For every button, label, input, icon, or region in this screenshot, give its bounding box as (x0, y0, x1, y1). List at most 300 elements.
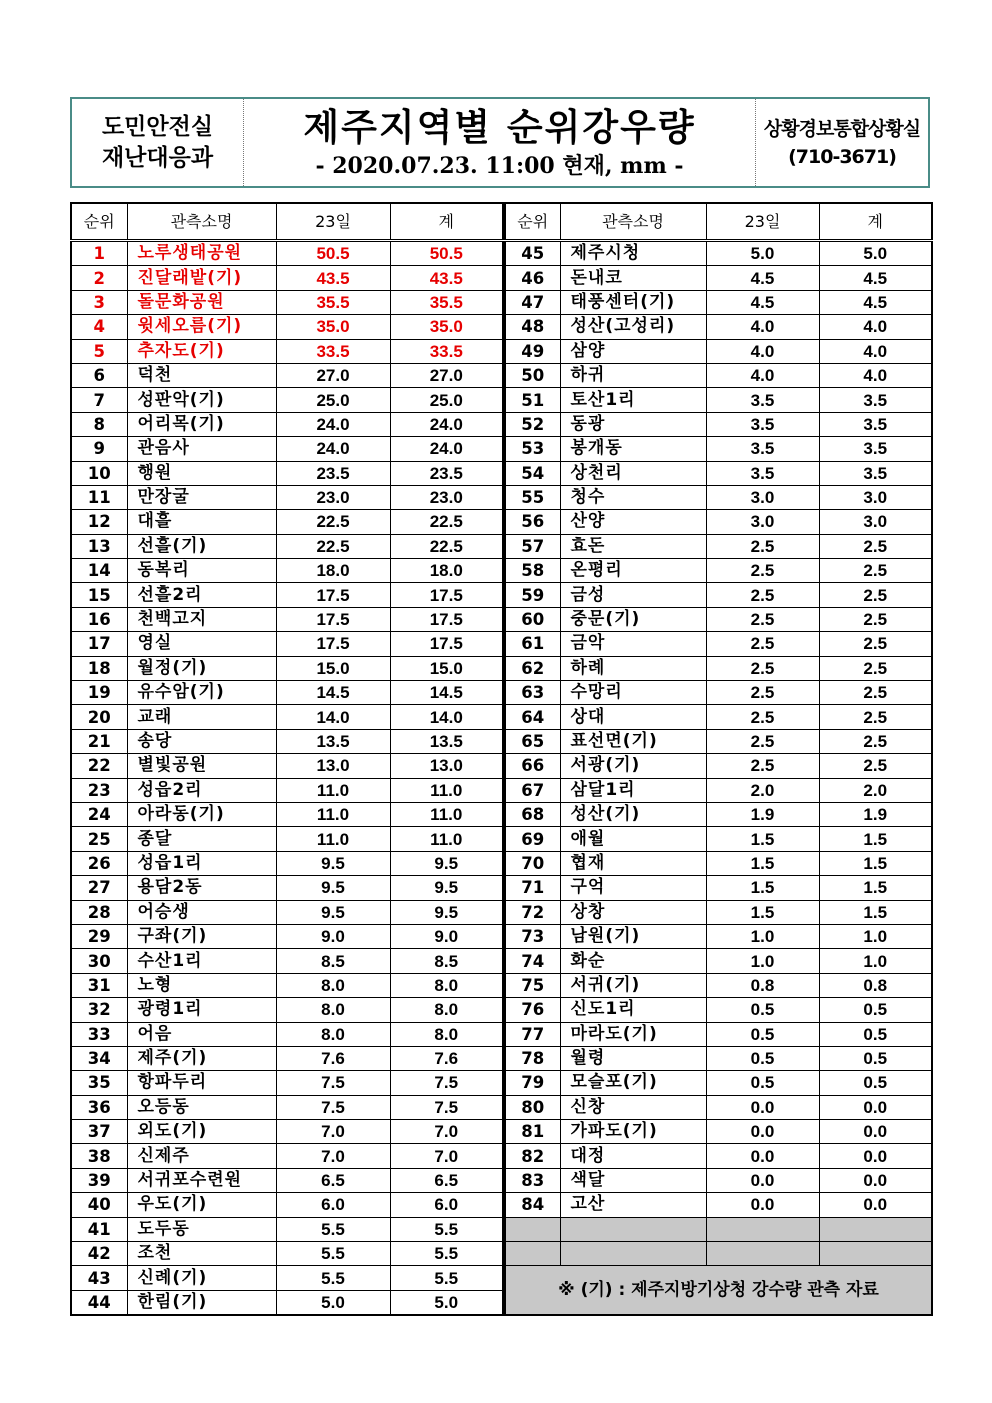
empty-row (505, 1217, 932, 1241)
total-rainfall-cell: 5.5 (390, 1266, 503, 1290)
rank-cell: 20 (71, 705, 127, 729)
rank-cell: 83 (505, 1168, 560, 1192)
table-row (505, 437, 932, 461)
total-rainfall-cell: 1.5 (819, 827, 932, 851)
day-rainfall-cell: 2.5 (706, 583, 819, 607)
rank-cell: 7 (71, 388, 127, 412)
day-rainfall-cell: 0.5 (706, 998, 819, 1022)
table-row (505, 632, 932, 656)
rank-cell: 82 (505, 1144, 560, 1168)
rank-cell: 30 (71, 949, 127, 973)
rank-cell: 49 (505, 339, 560, 363)
station-cell: 돈내코 (560, 266, 706, 290)
day-rainfall-cell: 7.0 (276, 1144, 390, 1168)
total-rainfall-cell: 8.0 (390, 1022, 503, 1046)
table-row (505, 656, 932, 680)
day-rainfall-cell: 5.5 (276, 1266, 390, 1290)
day-rainfall-cell: 15.0 (276, 656, 390, 680)
station-cell: 송당 (127, 729, 276, 753)
table-row (71, 363, 503, 387)
rank-cell: 80 (505, 1095, 560, 1119)
table-row (71, 437, 503, 461)
total-rainfall-cell: 5.5 (390, 1217, 503, 1241)
table-row (505, 924, 932, 948)
table-row (71, 510, 503, 534)
rank-cell: 9 (71, 437, 127, 461)
total-rainfall-cell: 9.5 (390, 876, 503, 900)
station-cell: 효돈 (560, 534, 706, 558)
rank-cell: 51 (505, 388, 560, 412)
rank-cell: 26 (71, 851, 127, 875)
total-rainfall-cell: 22.5 (390, 534, 503, 558)
day-rainfall-cell: 11.0 (276, 827, 390, 851)
rank-cell: 78 (505, 1046, 560, 1070)
rank-cell: 34 (71, 1046, 127, 1070)
day-rainfall-cell: 8.0 (276, 998, 390, 1022)
day-rainfall-cell: 5.5 (276, 1242, 390, 1266)
station-cell: 종달 (127, 827, 276, 851)
rank-cell: 21 (71, 729, 127, 753)
day-rainfall-cell: 0.8 (706, 973, 819, 997)
table-row (505, 705, 932, 729)
rank-cell: 38 (71, 1144, 127, 1168)
total-rainfall-cell: 23.0 (390, 485, 503, 509)
day-rainfall-cell: 9.5 (276, 851, 390, 875)
total-rainfall-cell: 17.5 (390, 632, 503, 656)
day-rainfall-cell: 3.0 (706, 510, 819, 534)
rank-cell: 3 (71, 290, 127, 314)
day-rainfall-cell: 2.5 (706, 656, 819, 680)
total-rainfall-cell: 8.0 (390, 973, 503, 997)
station-cell: 우도(기) (127, 1193, 276, 1217)
table-row (505, 681, 932, 705)
total-rainfall-cell: 9.5 (390, 851, 503, 875)
day-rainfall-cell: 17.5 (276, 607, 390, 631)
day-rainfall-cell: 9.5 (276, 876, 390, 900)
table-row (505, 973, 932, 997)
table-row (71, 339, 503, 363)
station-cell: 성읍2리 (127, 778, 276, 802)
day-rainfall-cell: 43.5 (276, 266, 390, 290)
station-cell: 토산1리 (560, 388, 706, 412)
total-rainfall-cell: 4.5 (819, 290, 932, 314)
day-rainfall-cell: 35.0 (276, 315, 390, 339)
station-cell: 월령 (560, 1046, 706, 1070)
station-cell: 아라동(기) (127, 802, 276, 826)
table-row (71, 681, 503, 705)
page-title: 제주지역별 순위강우량 (303, 105, 696, 149)
table-row (505, 949, 932, 973)
day-rainfall-cell: 13.0 (276, 754, 390, 778)
station-cell: 노형 (127, 973, 276, 997)
station-cell: 가파도(기) (560, 1120, 706, 1144)
table-row (71, 1095, 503, 1119)
day-rainfall-cell: 50.5 (276, 241, 390, 266)
rank-cell: 59 (505, 583, 560, 607)
table-row (71, 388, 503, 412)
total-rainfall-cell: 15.0 (390, 656, 503, 680)
station-cell: 협재 (560, 851, 706, 875)
total-rainfall-cell: 4.5 (819, 266, 932, 290)
total-rainfall-cell: 2.5 (819, 681, 932, 705)
table-row (505, 339, 932, 363)
department-block (72, 99, 244, 186)
station-cell: 온평리 (560, 559, 706, 583)
day-rainfall-cell: 8.0 (276, 973, 390, 997)
day-rainfall-cell: 8.0 (276, 1022, 390, 1046)
total-rainfall-cell: 35.5 (390, 290, 503, 314)
station-cell: 선흘2리 (127, 583, 276, 607)
day-rainfall-cell: 18.0 (276, 559, 390, 583)
table-row (71, 705, 503, 729)
station-cell: 태풍센터(기) (560, 290, 706, 314)
office-block (756, 99, 928, 186)
rank-cell: 70 (505, 851, 560, 875)
total-rainfall-cell: 11.0 (390, 778, 503, 802)
title-block (244, 99, 756, 186)
day-rainfall-cell: 9.5 (276, 900, 390, 924)
table-row (71, 632, 503, 656)
table-row (71, 241, 503, 266)
station-cell: 추자도(기) (127, 339, 276, 363)
report-header (70, 97, 930, 188)
table-row (505, 1144, 932, 1168)
station-cell: 마라도(기) (560, 1022, 706, 1046)
table-row (505, 1193, 932, 1217)
rainfall-table-right (504, 202, 933, 1316)
empty-cell (706, 1242, 819, 1266)
day-rainfall-cell: 0.5 (706, 1071, 819, 1095)
day-rainfall-cell: 2.5 (706, 632, 819, 656)
day-rainfall-cell: 7.6 (276, 1046, 390, 1070)
day-rainfall-cell: 3.5 (706, 461, 819, 485)
table-row (71, 1266, 503, 1290)
total-rainfall-cell: 23.5 (390, 461, 503, 485)
total-rainfall-cell: 0.0 (819, 1095, 932, 1119)
rank-cell: 24 (71, 802, 127, 826)
total-rainfall-cell: 1.5 (819, 851, 932, 875)
station-cell: 어음 (127, 1022, 276, 1046)
station-cell: 삼달1리 (560, 778, 706, 802)
total-rainfall-cell: 4.0 (819, 339, 932, 363)
total-rainfall-cell: 35.0 (390, 315, 503, 339)
table-row (505, 1046, 932, 1070)
rank-cell: 42 (71, 1242, 127, 1266)
rank-cell: 47 (505, 290, 560, 314)
table-row (71, 1217, 503, 1241)
station-cell: 화순 (560, 949, 706, 973)
total-rainfall-cell: 33.5 (390, 339, 503, 363)
total-rainfall-cell: 7.0 (390, 1144, 503, 1168)
column-header-total: 계 (390, 203, 503, 241)
day-rainfall-cell: 7.5 (276, 1095, 390, 1119)
station-cell: 삼양 (560, 339, 706, 363)
total-rainfall-cell: 6.5 (390, 1168, 503, 1192)
table-row (71, 485, 503, 509)
total-rainfall-cell: 2.5 (819, 583, 932, 607)
total-rainfall-cell: 1.9 (819, 802, 932, 826)
rank-cell: 65 (505, 729, 560, 753)
total-rainfall-cell: 1.0 (819, 924, 932, 948)
station-cell: 윗세오름(기) (127, 315, 276, 339)
day-rainfall-cell: 23.5 (276, 461, 390, 485)
station-cell: 제주시청 (560, 241, 706, 266)
day-rainfall-cell: 1.5 (706, 827, 819, 851)
day-rainfall-cell: 0.0 (706, 1095, 819, 1119)
table-row (71, 876, 503, 900)
station-cell: 진달래밭(기) (127, 266, 276, 290)
total-rainfall-cell: 4.0 (819, 315, 932, 339)
rank-cell: 18 (71, 656, 127, 680)
column-header-day: 23일 (706, 203, 819, 241)
table-row (71, 412, 503, 436)
day-rainfall-cell: 2.5 (706, 729, 819, 753)
total-rainfall-cell: 24.0 (390, 412, 503, 436)
total-rainfall-cell: 8.5 (390, 949, 503, 973)
total-rainfall-cell: 11.0 (390, 802, 503, 826)
day-rainfall-cell: 24.0 (276, 412, 390, 436)
rank-cell: 77 (505, 1022, 560, 1046)
station-cell: 천백고지 (127, 607, 276, 631)
rank-cell: 52 (505, 412, 560, 436)
day-rainfall-cell: 17.5 (276, 632, 390, 656)
station-cell: 대정 (560, 1144, 706, 1168)
total-rainfall-cell: 2.5 (819, 656, 932, 680)
station-cell: 만장굴 (127, 485, 276, 509)
station-cell: 구억 (560, 876, 706, 900)
station-cell: 색달 (560, 1168, 706, 1192)
rank-cell: 66 (505, 754, 560, 778)
table-row (505, 1168, 932, 1192)
rank-cell: 32 (71, 998, 127, 1022)
table-row (505, 559, 932, 583)
day-rainfall-cell: 27.0 (276, 363, 390, 387)
station-cell: 신제주 (127, 1144, 276, 1168)
rank-cell: 5 (71, 339, 127, 363)
total-rainfall-cell: 7.5 (390, 1095, 503, 1119)
rank-cell: 81 (505, 1120, 560, 1144)
empty-cell (505, 1217, 560, 1241)
office-phone: (710-3671) (788, 145, 896, 168)
station-cell: 어승생 (127, 900, 276, 924)
table-header-row (505, 203, 932, 241)
table-row (505, 1022, 932, 1046)
empty-cell (819, 1242, 932, 1266)
station-cell: 서귀(기) (560, 973, 706, 997)
rank-cell: 68 (505, 802, 560, 826)
total-rainfall-cell: 24.0 (390, 437, 503, 461)
total-rainfall-cell: 11.0 (390, 827, 503, 851)
station-cell: 서광(기) (560, 754, 706, 778)
rank-cell: 84 (505, 1193, 560, 1217)
rank-cell: 44 (71, 1290, 127, 1315)
column-header-rank: 순위 (71, 203, 127, 241)
rank-cell: 57 (505, 534, 560, 558)
day-rainfall-cell: 1.0 (706, 949, 819, 973)
table-row (71, 1193, 503, 1217)
table-row (505, 607, 932, 631)
table-row (505, 461, 932, 485)
total-rainfall-cell: 43.5 (390, 266, 503, 290)
day-rainfall-cell: 6.0 (276, 1193, 390, 1217)
table-row (505, 241, 932, 266)
station-cell: 노루생태공원 (127, 241, 276, 266)
day-rainfall-cell: 2.5 (706, 559, 819, 583)
station-cell: 표선면(기) (560, 729, 706, 753)
total-rainfall-cell: 5.0 (390, 1290, 503, 1315)
day-rainfall-cell: 4.0 (706, 315, 819, 339)
total-rainfall-cell: 13.0 (390, 754, 503, 778)
table-row (71, 290, 503, 314)
table-row (71, 754, 503, 778)
rank-cell: 40 (71, 1193, 127, 1217)
table-row (505, 388, 932, 412)
station-cell: 신창 (560, 1095, 706, 1119)
total-rainfall-cell: 3.0 (819, 510, 932, 534)
total-rainfall-cell: 8.0 (390, 998, 503, 1022)
rank-cell: 27 (71, 876, 127, 900)
rank-cell: 58 (505, 559, 560, 583)
table-row (71, 534, 503, 558)
total-rainfall-cell: 2.5 (819, 754, 932, 778)
table-row (505, 534, 932, 558)
rank-cell: 4 (71, 315, 127, 339)
table-row (505, 510, 932, 534)
empty-cell (706, 1217, 819, 1241)
table-row (71, 973, 503, 997)
rank-cell: 37 (71, 1120, 127, 1144)
day-rainfall-cell: 0.0 (706, 1193, 819, 1217)
total-rainfall-cell: 17.5 (390, 607, 503, 631)
rank-cell: 16 (71, 607, 127, 631)
table-header-row (71, 203, 503, 241)
day-rainfall-cell: 22.5 (276, 510, 390, 534)
day-rainfall-cell: 1.5 (706, 876, 819, 900)
day-rainfall-cell: 5.5 (276, 1217, 390, 1241)
table-row (71, 1242, 503, 1266)
total-rainfall-cell: 7.5 (390, 1071, 503, 1095)
rank-cell: 10 (71, 461, 127, 485)
total-rainfall-cell: 5.5 (390, 1242, 503, 1266)
station-cell: 수산1리 (127, 949, 276, 973)
table-row (505, 900, 932, 924)
column-header-station: 관측소명 (560, 203, 706, 241)
total-rainfall-cell: 0.5 (819, 1022, 932, 1046)
rank-cell: 6 (71, 363, 127, 387)
station-cell: 봉개동 (560, 437, 706, 461)
table-row (505, 1071, 932, 1095)
total-rainfall-cell: 6.0 (390, 1193, 503, 1217)
table-row (505, 266, 932, 290)
empty-cell (819, 1217, 932, 1241)
rank-cell: 69 (505, 827, 560, 851)
rank-cell: 46 (505, 266, 560, 290)
day-rainfall-cell: 4.0 (706, 363, 819, 387)
day-rainfall-cell: 4.5 (706, 266, 819, 290)
total-rainfall-cell: 3.5 (819, 461, 932, 485)
column-header-day: 23일 (276, 203, 390, 241)
table-row (71, 802, 503, 826)
day-rainfall-cell: 3.0 (706, 485, 819, 509)
table-row (71, 266, 503, 290)
station-cell: 성판악(기) (127, 388, 276, 412)
station-cell: 하귀 (560, 363, 706, 387)
station-cell: 광령1리 (127, 998, 276, 1022)
rank-cell: 12 (71, 510, 127, 534)
station-cell: 금악 (560, 632, 706, 656)
rank-cell: 43 (71, 1266, 127, 1290)
day-rainfall-cell: 8.5 (276, 949, 390, 973)
rank-cell: 15 (71, 583, 127, 607)
station-cell: 동광 (560, 412, 706, 436)
station-cell: 금성 (560, 583, 706, 607)
total-rainfall-cell: 3.5 (819, 388, 932, 412)
table-row (71, 900, 503, 924)
day-rainfall-cell: 2.5 (706, 681, 819, 705)
station-cell: 상창 (560, 900, 706, 924)
station-cell: 외도(기) (127, 1120, 276, 1144)
rank-cell: 61 (505, 632, 560, 656)
station-cell: 고산 (560, 1193, 706, 1217)
station-cell: 구좌(기) (127, 924, 276, 948)
station-cell: 서귀포수련원 (127, 1168, 276, 1192)
total-rainfall-cell: 9.0 (390, 924, 503, 948)
rank-cell: 63 (505, 681, 560, 705)
day-rainfall-cell: 11.0 (276, 802, 390, 826)
total-rainfall-cell: 3.5 (819, 437, 932, 461)
day-rainfall-cell: 2.5 (706, 607, 819, 631)
day-rainfall-cell: 24.0 (276, 437, 390, 461)
rank-cell: 53 (505, 437, 560, 461)
station-cell: 성산(기) (560, 802, 706, 826)
table-row (505, 363, 932, 387)
source-note: ※ (기) : 제주지방기상청 강수량 관측 자료 (505, 1266, 932, 1316)
day-rainfall-cell: 3.5 (706, 388, 819, 412)
table-row (505, 290, 932, 314)
table-row (71, 559, 503, 583)
total-rainfall-cell: 0.5 (819, 1046, 932, 1070)
day-rainfall-cell: 2.5 (706, 705, 819, 729)
table-row (505, 998, 932, 1022)
day-rainfall-cell: 5.0 (276, 1290, 390, 1315)
total-rainfall-cell: 3.0 (819, 485, 932, 509)
rank-cell: 25 (71, 827, 127, 851)
day-rainfall-cell: 2.0 (706, 778, 819, 802)
rank-cell: 17 (71, 632, 127, 656)
day-rainfall-cell: 4.5 (706, 290, 819, 314)
total-rainfall-cell: 17.5 (390, 583, 503, 607)
rank-cell: 48 (505, 315, 560, 339)
rank-cell: 67 (505, 778, 560, 802)
total-rainfall-cell: 14.0 (390, 705, 503, 729)
rank-cell: 13 (71, 534, 127, 558)
rank-cell: 2 (71, 266, 127, 290)
day-rainfall-cell: 23.0 (276, 485, 390, 509)
station-cell: 청수 (560, 485, 706, 509)
total-rainfall-cell: 4.0 (819, 363, 932, 387)
station-cell: 신도1리 (560, 998, 706, 1022)
table-row (505, 778, 932, 802)
empty-cell (560, 1242, 706, 1266)
day-rainfall-cell: 7.0 (276, 1120, 390, 1144)
day-rainfall-cell: 4.0 (706, 339, 819, 363)
total-rainfall-cell: 14.5 (390, 681, 503, 705)
table-row (71, 583, 503, 607)
empty-cell (505, 1242, 560, 1266)
total-rainfall-cell: 22.5 (390, 510, 503, 534)
day-rainfall-cell: 2.5 (706, 754, 819, 778)
station-cell: 유수암(기) (127, 681, 276, 705)
